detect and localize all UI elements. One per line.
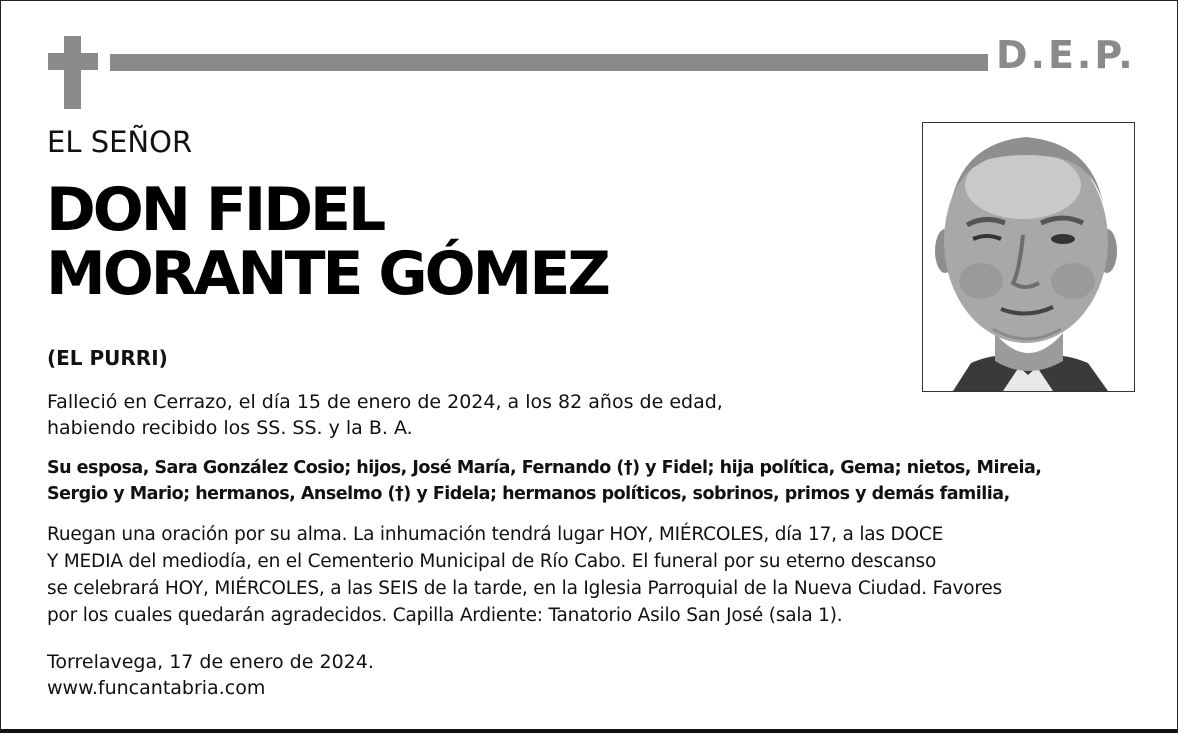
name-line-1: DON FIDEL: [46, 175, 384, 245]
website: www.funcantabria.com: [47, 677, 266, 699]
ceremony-details: [47, 521, 1002, 629]
honorific: EL SEÑOR: [47, 125, 193, 159]
name-line-2: MORANTE GÓMEZ: [46, 239, 608, 309]
header-rule: [110, 54, 988, 71]
ceremony-line-1: Ruegan una oración por su alma. La inhumación tendrá lugar HOY, MIÉRCOLES, día 17, a las DOCE: [47, 524, 944, 545]
portrait-photo: [922, 122, 1135, 392]
death-notice: [47, 389, 723, 441]
deceased-name: [46, 175, 608, 309]
place-date: Torrelavega, 17 de enero de 2024.: [47, 651, 374, 673]
family-line-1: Su esposa, Sara González Cosio; hijos, José María, Fernando (†) y Fidel; hija política, Gema; nietos, Mireia,: [47, 458, 1042, 478]
nickname: (EL PURRI): [47, 346, 168, 370]
family-list: [47, 455, 1041, 507]
death-line-2: habiendo recibido los SS. SS. y la B. A.: [47, 417, 413, 439]
footer: [47, 649, 374, 701]
ceremony-line-3: se celebrará HOY, MIÉRCOLES, a las SEIS de la tarde, en la Iglesia Parroquial de la Nueva Ciudad. Favores: [47, 578, 1002, 599]
death-line-1: Falleció en Cerrazo, el día 15 de enero de 2024, a los 82 años de edad,: [47, 391, 723, 413]
portrait-illustration: [923, 123, 1134, 391]
ceremony-line-4: por los cuales quedarán agradecidos. Capilla Ardiente: Tanatorio Asilo San José (sala 1).: [47, 605, 843, 626]
dep-label: D.E.P.: [996, 33, 1136, 77]
ceremony-line-2: Y MEDIA del mediodía, en el Cementerio Municipal de Río Cabo. El funeral por su eterno descanso: [47, 551, 937, 572]
family-line-2: Sergio y Mario; hermanos, Anselmo (†) y Fidela; hermanos políticos, sobrinos, primos y demás familia,: [47, 484, 1010, 504]
